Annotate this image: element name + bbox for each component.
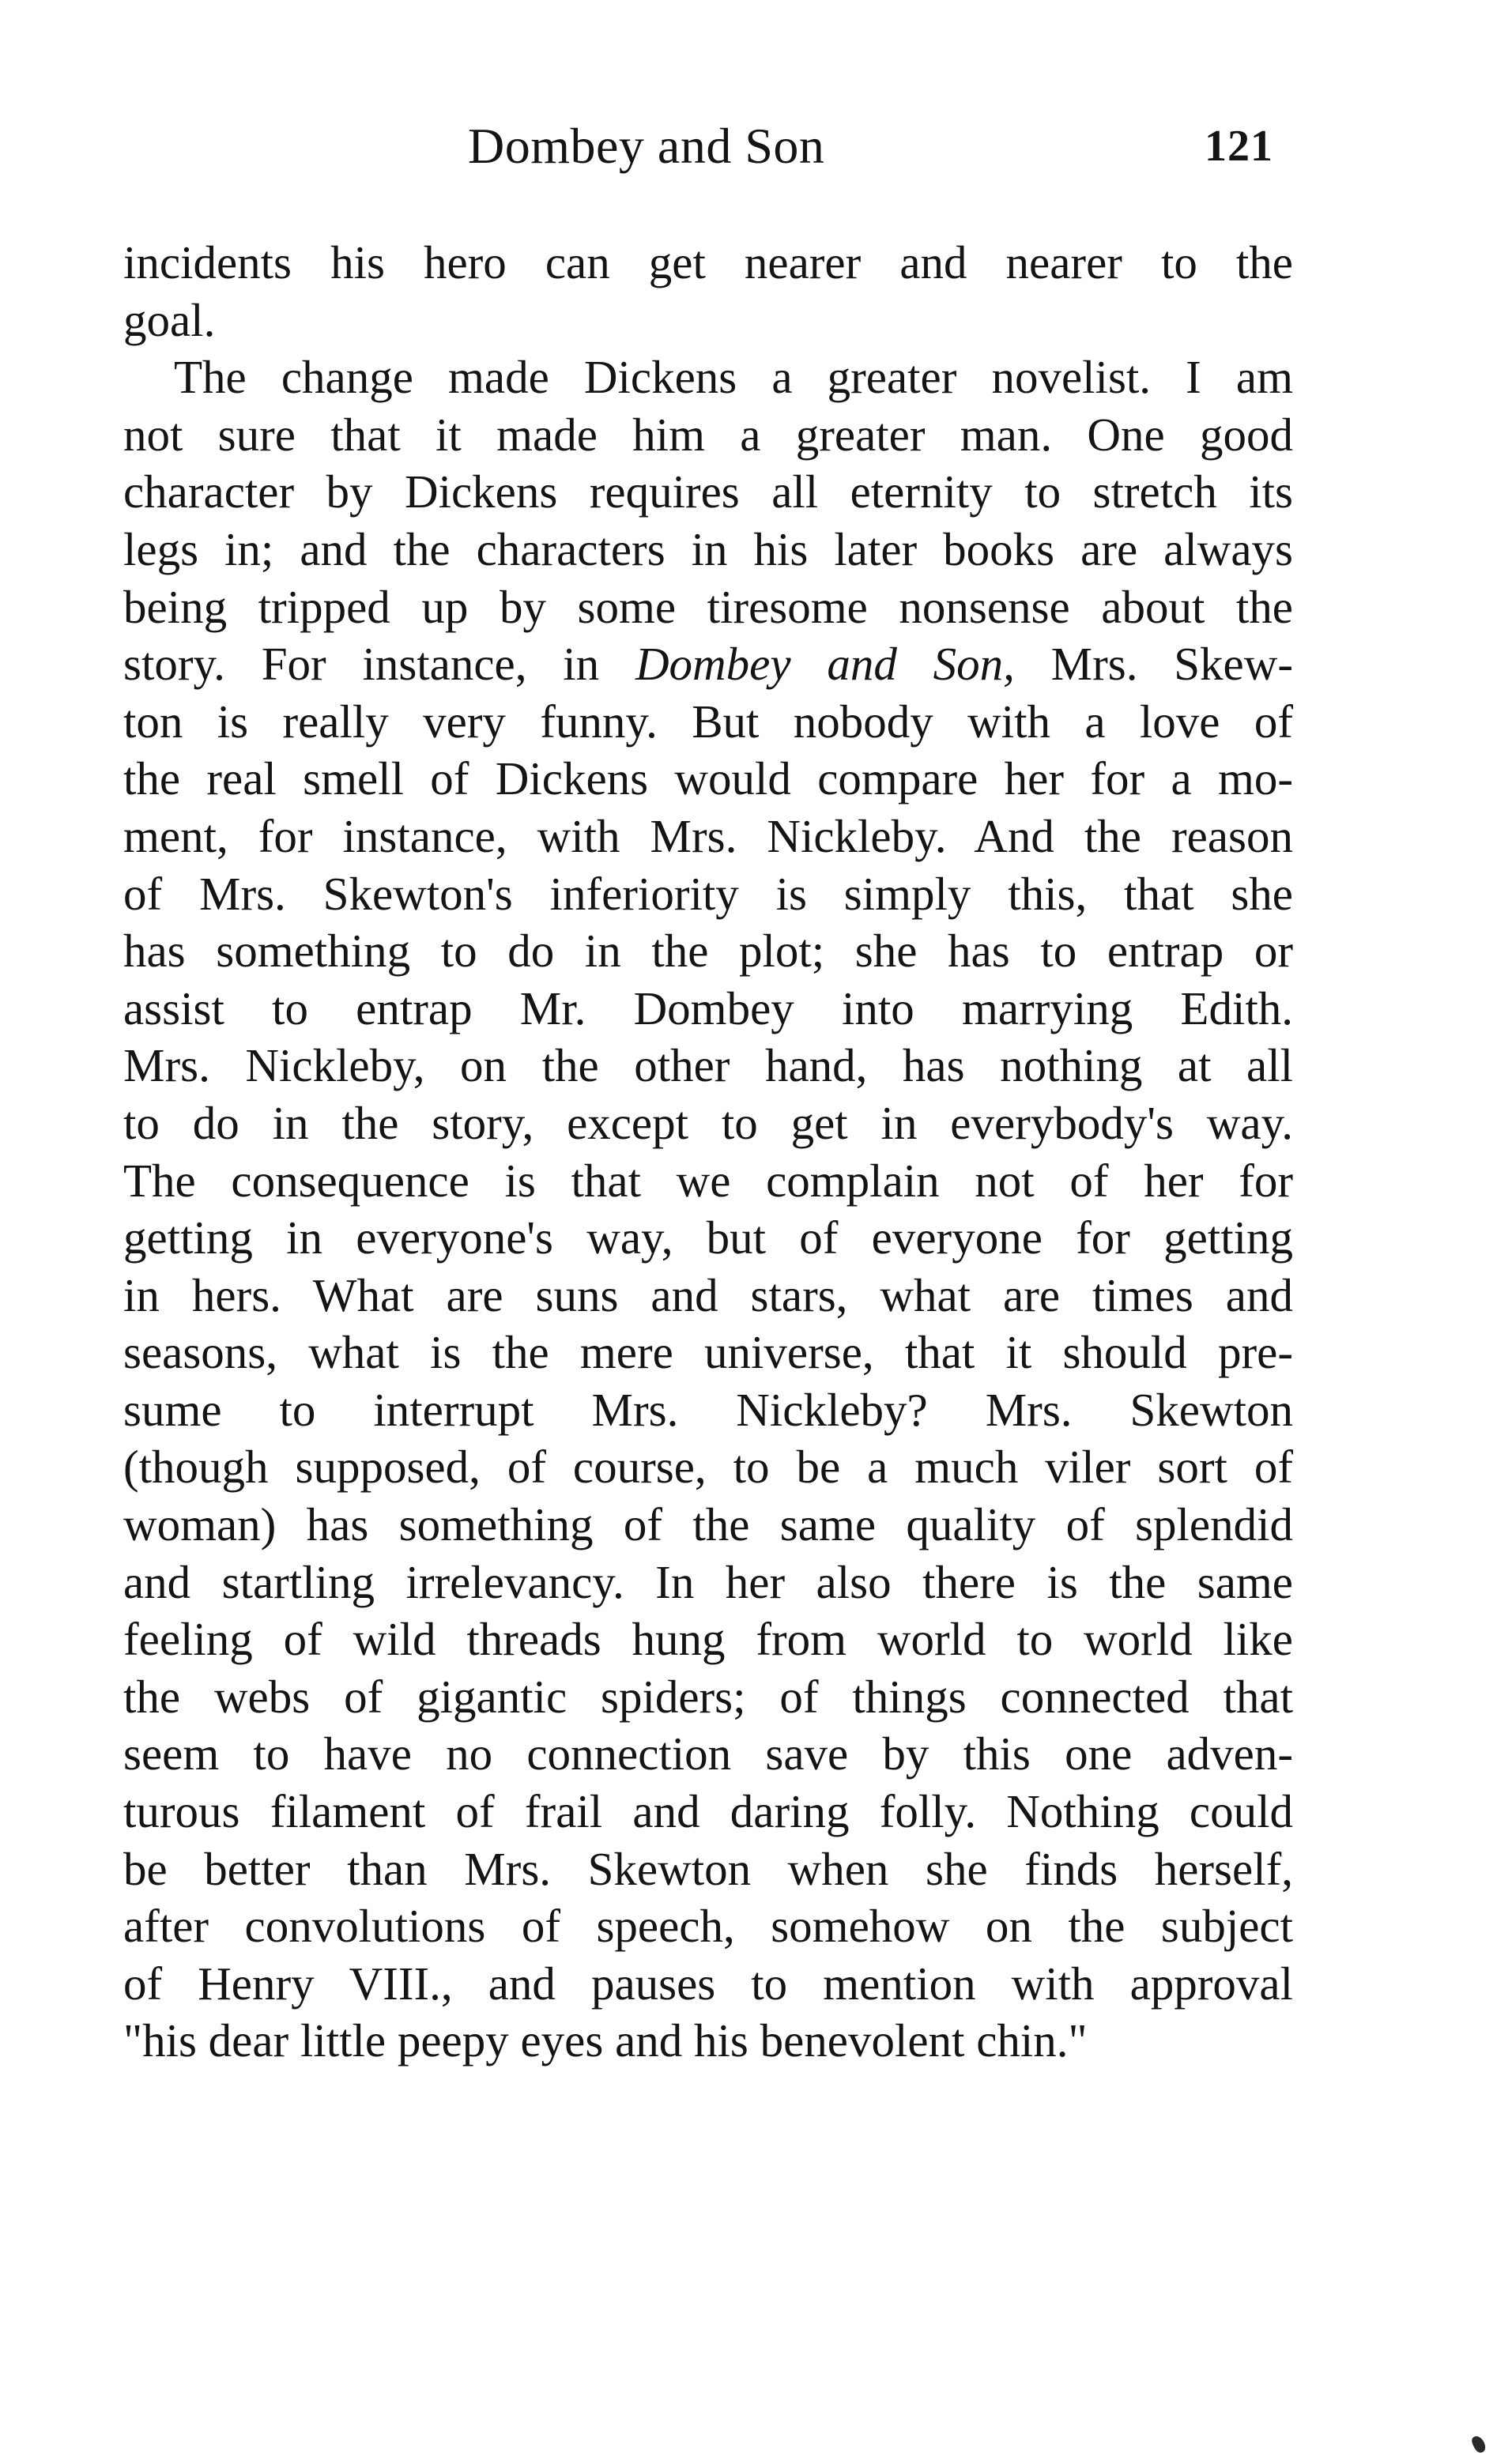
text-line: legs in; and the characters in his later books are always [123,522,1293,575]
text-line: to do in the story, except to get in everybody's way. [123,1096,1293,1149]
text-line: of Henry VIII., and pauses to mention with approval [123,1957,1293,2010]
text-line: seem to have no connection save by this one adven- [123,1727,1293,1780]
text-line: The change made Dickens a greater novelist. I am [174,351,1293,404]
text-line: the real smell of Dickens would compare her for a mo- [123,752,1293,805]
text-line: sume to interrupt Mrs. Nickleby? Mrs. Skewton [123,1383,1293,1436]
text-line: seasons, what is the mere universe, that it should pre- [123,1326,1293,1379]
text-line: in hers. What are suns and stars, what are times and [123,1268,1293,1321]
text-line: of Mrs. Skewton's inferiority is simply this, that she [123,867,1293,920]
text-line: turous filament of frail and daring folly. Nothing could [123,1785,1293,1838]
running-head [0,111,1512,182]
text-line: incidents his hero can get nearer and nearer to the [123,236,1293,288]
text-line: and startling irrelevancy. In her also there is the same [123,1555,1293,1608]
body-text [123,234,1293,2070]
text-line: (though supposed, of course, to be a much viler sort of [123,1441,1293,1494]
page-number: 121 [1205,122,1273,171]
text-line: be better than Mrs. Skewton when she finds herself, [123,1842,1293,1895]
text-line: assist to entrap Mr. Dombey into marrying Edith. [123,981,1293,1034]
text-line: woman) has something of the same quality of splendid [123,1498,1293,1551]
text-line: getting in everyone's way, but of everyone for getting [123,1211,1293,1264]
text-line: The consequence is that we complain not of her for [123,1154,1293,1207]
text-line: ment, for instance, with Mrs. Nickleby. And the reason [123,809,1293,862]
text-line: Mrs. Nickleby, on the other hand, has nothing at all [123,1039,1293,1092]
text-line: goal. [123,293,216,346]
text-line: not sure that it made him a greater man. One good [123,408,1293,461]
text-line: ton is really very funny. But nobody with a love of [123,695,1293,748]
text-line: "his dear little peepy eyes and his benevolent chin." [123,2014,1088,2067]
text-line: feeling of wild threads hung from world to world like [123,1613,1293,1666]
text-line: after convolutions of speech, somehow on the subject [123,1900,1293,1953]
text-line: the webs of gigantic spiders; of things connected that [123,1670,1293,1723]
running-title: Dombey and Son [468,118,825,174]
text-line: being tripped up by some tiresome nonsense about the [123,580,1293,633]
text-line: story. For instance, in Dombey and Son, Mrs. Skew- [123,638,1293,691]
ink-speck [1470,2434,1487,2455]
text-line: has something to do in the plot; she has to entrap or [123,925,1293,978]
text-line: character by Dickens requires all eternity to stretch its [123,465,1293,518]
book-title-italic: Dombey and Son, [635,638,1015,691]
